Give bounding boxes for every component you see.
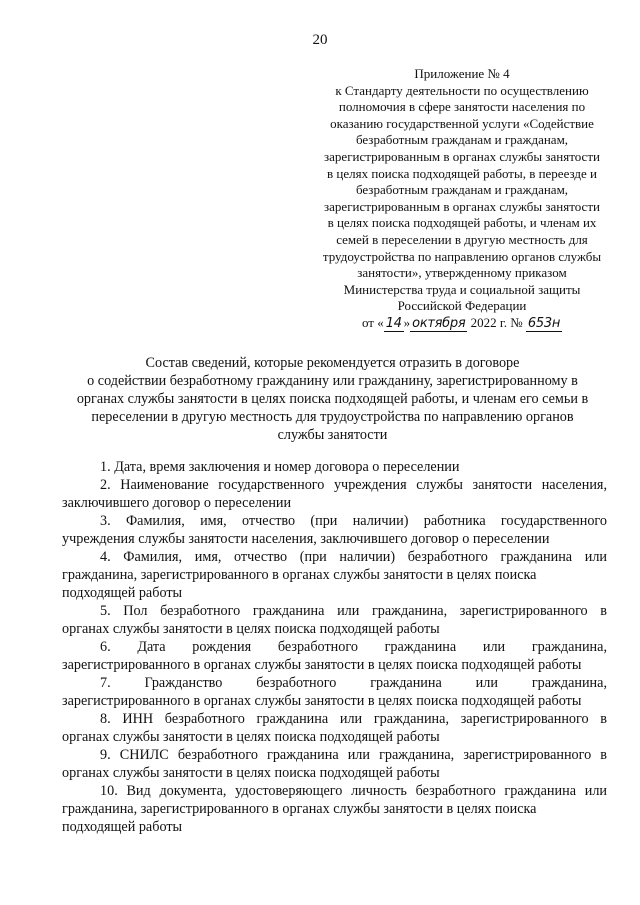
handwritten-day: 14 <box>385 315 402 331</box>
appendix-line: семей в переселении в другую местность для <box>336 231 588 247</box>
appendix-line: Приложение № 4 <box>414 66 510 81</box>
item-continuation: органах службы занятости в целях поиска подходящей работы <box>62 765 440 781</box>
item-continuation: гражданина, зарегистрированного в органах службы занятости в целях поиска подходящей работы <box>62 801 537 835</box>
appendix-line: оказанию государственной услуги «Содействие <box>330 115 594 131</box>
item-continuation: зарегистрированного в органах службы занятости в целях поиска подходящей работы <box>62 693 582 709</box>
appendix-line: полномочия в сфере занятости населения по <box>338 99 586 115</box>
item-text: 6. Дата рождения безработного гражданина или гражданина, <box>100 639 607 655</box>
appendix-line: безработным гражданам и гражданам, <box>355 132 569 148</box>
title-line: Состав сведений, которые рекомендуется отразить в договоре <box>145 355 520 371</box>
page-number: 20 <box>312 32 328 48</box>
appendix-header <box>312 66 612 333</box>
appendix-line: в целях поиска подходящей работы, в переезде и <box>327 165 597 181</box>
order-date-line <box>312 315 612 333</box>
title-line: службы занятости <box>277 427 388 443</box>
appendix-line: Российской Федерации <box>397 298 527 314</box>
item-continuation: заключившего договор о переселении <box>62 495 292 511</box>
item-text: 10. Вид документа, удостоверяющего личность безработного гражданина или <box>100 783 607 799</box>
date-prefix: от « <box>361 314 384 330</box>
item-text: 2. Наименование государственного учреждения службы занятости населения, <box>100 477 607 493</box>
list-item <box>62 638 607 674</box>
title-line: переселении в другую местность для трудоустройства по направлению органов <box>91 409 574 425</box>
item-continuation: гражданина, зарегистрированного в органах службы занятости в целях поиска подходящей работы <box>62 567 537 601</box>
appendix-line: безработным гражданам и гражданам, <box>355 182 569 198</box>
item-continuation: зарегистрированного в органах службы занятости в целях поиска подходящей работы <box>62 657 582 673</box>
document-title <box>60 354 605 444</box>
date-year: 2022 г. № <box>467 314 526 330</box>
list-item <box>62 458 607 476</box>
list-item <box>62 710 607 746</box>
item-text: 9. СНИЛС безработного гражданина или гражданина, зарегистрированного в <box>100 747 607 763</box>
item-text: 7. Гражданство безработного гражданина или гражданина, <box>100 675 607 691</box>
appendix-line: трудоустройства по направлению органов службы <box>322 248 602 264</box>
appendix-line: зарегистрированным в органах службы занятости <box>324 148 600 164</box>
appendix-line: занятости», утвержденному приказом <box>357 265 567 281</box>
date-mid: » <box>403 314 411 330</box>
item-continuation: органах службы занятости в целях поиска подходящей работы <box>62 621 440 637</box>
appendix-line: зарегистрированным в органах службы занятости <box>324 198 600 214</box>
handwritten-order-number: 653н <box>527 315 561 331</box>
list-item <box>62 782 607 836</box>
items-list <box>62 458 607 836</box>
item-text: 3. Фамилия, имя, отчество (при наличии) работника государственного <box>100 513 607 529</box>
appendix-line: к Стандарту деятельности по осуществлению <box>335 82 589 98</box>
list-item <box>62 476 607 512</box>
title-line: о содействии безработному гражданину или гражданину, зарегистрированному в <box>87 373 578 389</box>
title-line: органах службы занятости в целях поиска подходящей работы, и членам его семьи в <box>76 391 589 407</box>
list-item <box>62 548 607 602</box>
handwritten-month: октября <box>412 315 466 331</box>
list-item <box>62 512 607 548</box>
appendix-line: в целях поиска подходящей работы, и членам их <box>327 215 597 231</box>
appendix-line: Министерства труда и социальной защиты <box>343 281 581 297</box>
item-continuation: учреждения службы занятости населения, заключившего договор о переселении <box>62 531 550 547</box>
list-item <box>62 602 607 638</box>
item-text: 8. ИНН безработного гражданина или гражданина, зарегистрированного в <box>100 711 607 727</box>
list-item <box>62 674 607 710</box>
item-text: 4. Фамилия, имя, отчество (при наличии) безработного гражданина или <box>100 549 607 565</box>
item-continuation: органах службы занятости в целях поиска подходящей работы <box>62 729 440 745</box>
list-item <box>62 746 607 782</box>
item-text: 5. Пол безработного гражданина или гражданина, зарегистрированного в <box>100 603 607 619</box>
item-text: 1. Дата, время заключения и номер договора о переселении <box>100 459 460 475</box>
